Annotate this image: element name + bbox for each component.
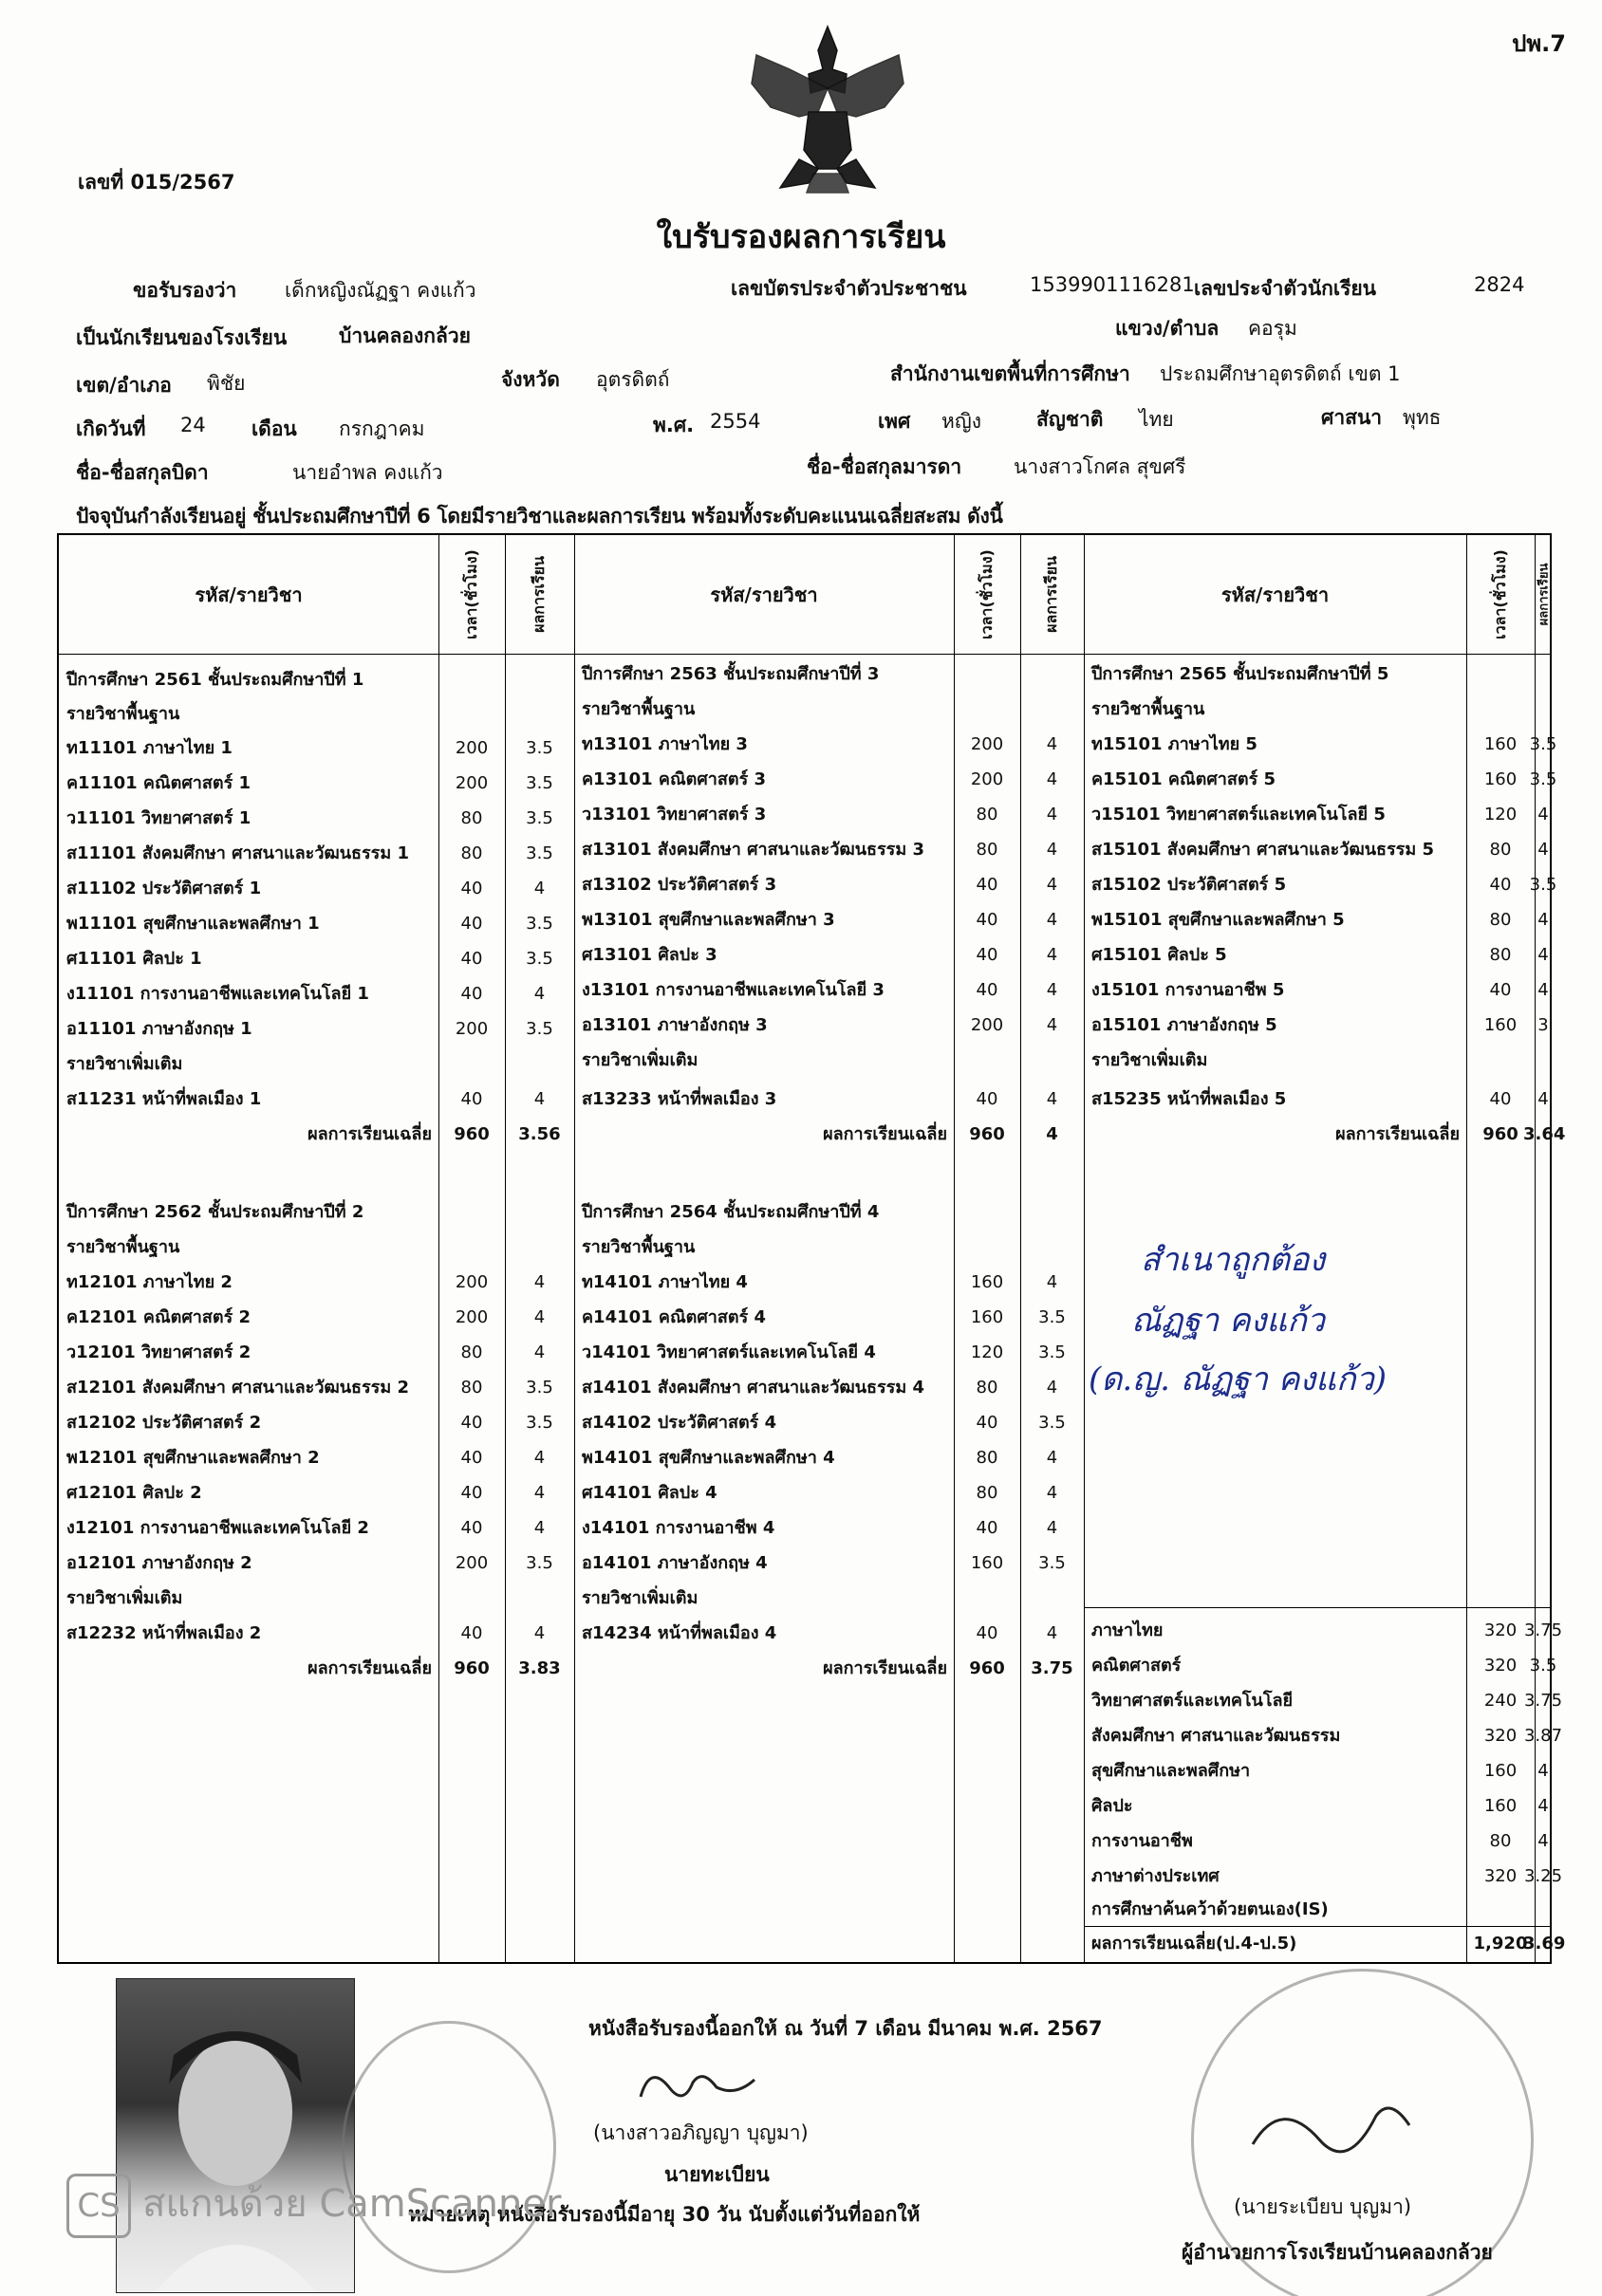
subject-grade: 3.5: [526, 738, 553, 758]
additional-label: รายวิชาเพิ่มเติม: [66, 1054, 183, 1074]
subject-grade: 4: [533, 1518, 546, 1538]
student-id-label: เลขประจำตัวนักเรียน: [1194, 277, 1377, 300]
subject-name: ค14101 คณิตศาสตร์ 4: [582, 1307, 767, 1327]
summary-hours: 160: [1483, 1761, 1518, 1781]
subject-grade: 4: [533, 1307, 546, 1327]
handwritten-signature: ณัฏฐา คงแก้ว: [1131, 1302, 1325, 1340]
subject-name: ว14101 วิทยาศาสตร์และเทคโนโลยี 4: [582, 1342, 876, 1362]
scanner-text: สแกนด้วย CamScanner: [142, 2182, 562, 2226]
issue-date-text: หนังสือรับรองนี้ออกให้ ณ วันที่ 7 เดือน มีนาคม พ.ศ. 2567: [588, 2017, 1103, 2040]
summary-subject-is: การศึกษาค้นคว้าด้วยตนเอง(IS): [1091, 1899, 1329, 1919]
subject-grade: 3.5: [526, 773, 553, 793]
subject-grade: 4: [1537, 945, 1549, 965]
subject-hours: 40: [460, 949, 483, 969]
subject-name: ท15101 ภาษาไทย 5: [1091, 734, 1257, 754]
subject-name: พ13101 สุขศึกษาและพลศึกษา 3: [582, 910, 835, 930]
subject-grade: 3.5: [1529, 769, 1557, 789]
subject-name: อ13101 ภาษาอังกฤษ 3: [582, 1015, 768, 1035]
total-hours: 1,920: [1473, 1934, 1528, 1953]
total-grade: 3.69: [1523, 1934, 1566, 1953]
subject-hours: 120: [970, 1342, 1004, 1362]
core-label: รายวิชาพื้นฐาน: [66, 704, 180, 724]
religion-label: ศาสนา: [1321, 406, 1383, 429]
summary-hours: 320: [1483, 1726, 1518, 1746]
validity-note: หมายเหตุ หนังสือรับรองนี้มีอายุ 30 วัน นับตั้งแต่วันที่ออกให้: [408, 2203, 921, 2226]
birth-day: 24: [180, 414, 206, 436]
director-signature-icon: [1234, 2087, 1424, 2182]
subject-grade: 4: [1537, 980, 1549, 1000]
subject-name: ส11231 หน้าที่พลเมือง 1: [66, 1089, 262, 1109]
scanner-logo-icon: CS: [66, 2174, 131, 2238]
year-2563: ปีการศึกษา 2563 ชั้นประถมศึกษาปีที่ 3: [582, 664, 880, 684]
subject-grade: 3: [1537, 1015, 1549, 1035]
average-label: ผลการเรียนเฉลี่ย: [307, 1124, 432, 1144]
province-label: จังหวัด: [501, 368, 560, 391]
subject-grade: 4: [1537, 1089, 1549, 1109]
header-grade-1: ผลการเรียน: [530, 556, 549, 633]
subject-hours: 80: [976, 805, 998, 824]
header-hours-3: เวลา(ชั่วโมง): [1490, 549, 1509, 639]
subject-grade: 4: [533, 1272, 546, 1292]
subject-grade: 3.5: [1529, 734, 1557, 754]
birth-year: 2554: [710, 410, 761, 433]
average-label: ผลการเรียนเฉลี่ย: [1335, 1124, 1460, 1144]
subject-hours: 80: [976, 840, 998, 860]
subject-hours: 200: [970, 734, 1004, 754]
subject-hours: 40: [460, 984, 483, 1004]
subject-hours: 40: [460, 1089, 483, 1109]
nationality: ไทย: [1139, 408, 1174, 431]
subject-name: พ11101 สุขศึกษาและพลศึกษา 1: [66, 914, 320, 934]
subject-name: ศ14101 ศิลปะ 4: [582, 1483, 717, 1503]
subject-hours: 160: [1483, 734, 1518, 754]
document-number: เลขที่ 015/2567: [78, 171, 235, 194]
subject-hours: 160: [970, 1307, 1004, 1327]
subject-grade: 3.5: [526, 808, 553, 828]
subject-hours: 40: [1489, 1089, 1512, 1109]
average-grade: 3.56: [518, 1124, 561, 1144]
subject-name: ส14102 ประวัติศาสตร์ 4: [582, 1413, 777, 1433]
summary-hours: 240: [1483, 1691, 1518, 1711]
summary-subject: ภาษาต่างประเทศ: [1091, 1866, 1220, 1886]
mother-label: ชื่อ-ชื่อสกุลมารดา: [807, 455, 962, 478]
subject-name: พ14101 สุขศึกษาและพลศึกษา 4: [582, 1448, 835, 1468]
subject-grade: 4: [1046, 910, 1058, 930]
subject-name: ส13233 หน้าที่พลเมือง 3: [582, 1089, 777, 1109]
average-hours: 960: [454, 1658, 490, 1678]
subject-hours: 40: [976, 1518, 998, 1538]
subject-name: ส12102 ประวัติศาสตร์ 2: [66, 1413, 262, 1433]
subject-name: อ15101 ภาษาอังกฤษ 5: [1091, 1015, 1277, 1035]
subject-grade: 4: [533, 1089, 546, 1109]
subject-hours: 160: [970, 1272, 1004, 1292]
subject-name: ว11101 วิทยาศาสตร์ 1: [66, 808, 251, 828]
subject-grade: 3.5: [1038, 1553, 1066, 1573]
student-photo-icon: [117, 1979, 354, 2292]
subject-grade: 4: [1046, 1448, 1058, 1468]
subject-hours: 80: [1489, 945, 1512, 965]
birth-year-label: พ.ศ.: [653, 414, 695, 436]
subject-name: ง15101 การงานอาชีพ 5: [1091, 980, 1285, 1000]
subject-grade: 4: [533, 1623, 546, 1643]
subject-name: ส13102 ประวัติศาสตร์ 3: [582, 875, 777, 895]
subject-grade: 3.5: [526, 1553, 553, 1573]
subject-name: ท13101 ภาษาไทย 3: [582, 734, 748, 754]
subject-grade: 4: [1046, 1089, 1058, 1109]
summary-hours: 320: [1483, 1866, 1518, 1886]
subject-hours: 40: [976, 945, 998, 965]
subject-hours: 160: [1483, 769, 1518, 789]
subject-hours: 40: [460, 1413, 483, 1433]
subject-grade: 4: [1046, 1518, 1058, 1538]
subject-hours: 200: [455, 773, 489, 793]
summary-subject: สุขศึกษาและพลศึกษา: [1091, 1761, 1251, 1781]
subject-hours: 40: [460, 879, 483, 898]
year-2561: ปีการศึกษา 2561 ชั้นประถมศึกษาปีที่ 1: [66, 670, 364, 690]
grades-table: [57, 533, 1566, 1964]
subject-name: ว13101 วิทยาศาสตร์ 3: [582, 805, 767, 824]
subject-hours: 120: [1483, 805, 1518, 824]
summary-hours: 160: [1483, 1796, 1518, 1816]
subject-hours: 200: [455, 1307, 489, 1327]
certify-label: ขอรับรองว่า: [133, 279, 237, 302]
year-2564: ปีการศึกษา 2564 ชั้นประถมศึกษาปีที่ 4: [582, 1202, 880, 1222]
subject-grade: 4: [1046, 1623, 1058, 1643]
average-grade: 3.64: [1523, 1124, 1566, 1144]
subject-grade: 3.5: [526, 949, 553, 969]
district: พิชัย: [207, 372, 246, 395]
subject-name: ศ15101 ศิลปะ 5: [1091, 945, 1227, 965]
subject-hours: 80: [1489, 910, 1512, 930]
average-hours: 960: [969, 1124, 1005, 1144]
summary-subject: สังคมศึกษา ศาสนาและวัฒนธรรม: [1091, 1726, 1341, 1746]
subject-grade: 4: [1537, 840, 1549, 860]
subject-hours: 80: [1489, 840, 1512, 860]
subject-hours: 40: [976, 980, 998, 1000]
student-photo: [116, 1978, 355, 2293]
subject-name: ว12101 วิทยาศาสตร์ 2: [66, 1342, 251, 1362]
core-label: รายวิชาพื้นฐาน: [582, 1237, 696, 1257]
subject-hours: 40: [976, 1089, 998, 1109]
subject-grade: 3.5: [526, 843, 553, 863]
subject-hours: 40: [460, 1518, 483, 1538]
subject-grade: 4: [1046, 840, 1058, 860]
summary-subject: คณิตศาสตร์: [1091, 1656, 1182, 1676]
subject-name: ค13101 คณิตศาสตร์ 3: [582, 769, 767, 789]
core-label: รายวิชาพื้นฐาน: [582, 699, 696, 719]
summary-grade: 4: [1537, 1831, 1549, 1851]
subject-name: พ15101 สุขศึกษาและพลศึกษา 5: [1091, 910, 1345, 930]
subject-hours: 80: [460, 843, 483, 863]
subdistrict: คอรุม: [1248, 317, 1297, 340]
average-label: ผลการเรียนเฉลี่ย: [823, 1124, 947, 1144]
director-name: (นายระเบียบ บุญมา): [1234, 2195, 1412, 2218]
subject-hours: 80: [460, 1342, 483, 1362]
subject-grade: 4: [1046, 1015, 1058, 1035]
additional-label: รายวิชาเพิ่มเติม: [1091, 1050, 1208, 1070]
subject-hours: 40: [1489, 980, 1512, 1000]
summary-subject: การงานอาชีพ: [1091, 1831, 1193, 1851]
subject-name: ง13101 การงานอาชีพและเทคโนโลยี 3: [582, 980, 885, 1000]
father-name: นายอำพล คงแก้ว: [292, 461, 443, 484]
subject-name: ศ11101 ศิลปะ 1: [66, 949, 202, 969]
subject-name: อ11101 ภาษาอังกฤษ 1: [66, 1019, 252, 1039]
subject-name: ศ13101 ศิลปะ 3: [582, 945, 717, 965]
subject-grade: 4: [1537, 805, 1549, 824]
subject-grade: 4: [1537, 910, 1549, 930]
subject-name: ส11102 ประวัติศาสตร์ 1: [66, 879, 262, 898]
subdistrict-label: แขวง/ตำบล: [1115, 317, 1220, 340]
current-status-line: ปัจจุบันกำลังเรียนอยู่ ชั้นประถมศึกษาปีที่ 6 โดยมีรายวิชาและผลการเรียน พร้อมทั้งระดับคะแนนเฉลี่ยสะสม ดังนี้: [76, 505, 1003, 528]
subject-hours: 200: [455, 1553, 489, 1573]
summary-grade: 3.87: [1523, 1726, 1563, 1746]
subject-hours: 80: [460, 808, 483, 828]
subject-grade: 4: [1046, 945, 1058, 965]
garuda-emblem-icon: [742, 17, 913, 197]
subject-hours: 80: [976, 1448, 998, 1468]
subject-name: ส11101 สังคมศึกษา ศาสนาและวัฒนธรรม 1: [66, 843, 410, 863]
registrar-name: (นางสาวอภิญญา บุญมา): [593, 2121, 809, 2144]
edu-office: ประถมศึกษาอุตรดิตถ์ เขต 1: [1160, 362, 1401, 385]
subject-name: ส14234 หน้าที่พลเมือง 4: [582, 1623, 777, 1643]
subject-grade: 3.5: [1038, 1307, 1066, 1327]
average-hours: 960: [454, 1124, 490, 1144]
subject-hours: 40: [460, 1623, 483, 1643]
id-card-number: 1539901116281: [1030, 273, 1195, 296]
header-hours-1: เวลา(ชั่วโมง): [461, 549, 480, 639]
birth-day-label: เกิดวันที่: [76, 417, 146, 440]
subject-name: อ14101 ภาษาอังกฤษ 4: [582, 1553, 768, 1573]
edu-office-label: สำนักงานเขตพื้นที่การศึกษา: [890, 362, 1130, 385]
average-hours: 960: [1482, 1124, 1518, 1144]
summary-hours: 80: [1489, 1831, 1512, 1851]
subject-grade: 3.5: [526, 1378, 553, 1398]
handwritten-name: (ด.ญ. ณัฏฐา คงแก้ว): [1089, 1361, 1387, 1398]
id-card-label: เลขบัตรประจำตัวประชาชน: [731, 277, 967, 300]
subject-name: ว15101 วิทยาศาสตร์และเทคโนโลยี 5: [1091, 805, 1386, 824]
subject-name: ค12101 คณิตศาสตร์ 2: [66, 1307, 251, 1327]
subject-hours: 80: [976, 1378, 998, 1398]
subject-name: ท11101 ภาษาไทย 1: [66, 738, 233, 758]
subject-hours: 160: [970, 1553, 1004, 1573]
subject-name: ง14101 การงานอาชีพ 4: [582, 1518, 775, 1538]
year-2562: ปีการศึกษา 2562 ชั้นประถมศึกษาปีที่ 2: [66, 1202, 364, 1222]
subject-name: พ12101 สุขศึกษาและพลศึกษา 2: [66, 1448, 320, 1468]
subject-grade: 3.5: [1529, 875, 1557, 895]
document-title: ใบรับรองผลการเรียน: [656, 218, 946, 256]
subject-name: ค11101 คณิตศาสตร์ 1: [66, 773, 251, 793]
gender: หญิง: [941, 410, 981, 433]
core-label: รายวิชาพื้นฐาน: [1091, 699, 1205, 719]
subject-name: ส12101 สังคมศึกษา ศาสนาและวัฒนธรรม 2: [66, 1378, 410, 1398]
average-grade: 4: [1046, 1124, 1058, 1144]
handwritten-certified: สำเนาถูกต้อง: [1141, 1241, 1326, 1279]
subject-name: ส12232 หน้าที่พลเมือง 2: [66, 1623, 262, 1643]
registrar-signature-icon: [631, 2059, 764, 2111]
student-id: 2824: [1474, 273, 1525, 296]
subject-grade: 4: [533, 1342, 546, 1362]
school-label: เป็นนักเรียนของโรงเรียน: [76, 326, 288, 349]
subject-hours: 40: [976, 1413, 998, 1433]
birth-month: กรกฎาคม: [339, 417, 425, 440]
header-grade-2: ผลการเรียน: [1042, 556, 1061, 633]
subject-grade: 4: [1046, 875, 1058, 895]
student-name: เด็กหญิงณัฏฐา คงแก้ว: [285, 279, 476, 302]
form-code: ปพ.7: [1512, 30, 1566, 57]
subject-grade: 3.5: [526, 914, 553, 934]
core-label: รายวิชาพื้นฐาน: [66, 1237, 180, 1257]
birth-month-label: เดือน: [251, 417, 297, 440]
subject-name: ส15101 สังคมศึกษา ศาสนาและวัฒนธรรม 5: [1091, 840, 1435, 860]
subject-grade: 4: [533, 984, 546, 1004]
subject-hours: 200: [970, 1015, 1004, 1035]
gender-label: เพศ: [878, 410, 911, 433]
average-hours: 960: [969, 1658, 1005, 1678]
additional-label: รายวิชาเพิ่มเติม: [582, 1588, 699, 1608]
header-grade-3: ผลการเรียน: [1537, 563, 1552, 626]
subject-hours: 40: [460, 914, 483, 934]
additional-label: รายวิชาเพิ่มเติม: [66, 1588, 183, 1608]
subject-grade: 4: [1046, 980, 1058, 1000]
director-title: ผู้อำนวยการโรงเรียนบ้านคลองกล้วย: [1182, 2241, 1493, 2264]
subject-grade: 4: [1046, 805, 1058, 824]
subject-grade: 3.5: [526, 1413, 553, 1433]
average-label: ผลการเรียนเฉลี่ย: [823, 1658, 947, 1678]
summary-grade: 4: [1537, 1796, 1549, 1816]
subject-hours: 80: [976, 1483, 998, 1503]
summary-grade: 3.75: [1523, 1620, 1563, 1640]
subject-name: ส14101 สังคมศึกษา ศาสนาและวัฒนธรรม 4: [582, 1378, 925, 1398]
subject-name: ท12101 ภาษาไทย 2: [66, 1272, 233, 1292]
header-hours-2: เวลา(ชั่วโมง): [977, 549, 996, 639]
subject-hours: 40: [1489, 875, 1512, 895]
summary-hours: 320: [1483, 1656, 1518, 1676]
summary-grade: 4: [1537, 1761, 1549, 1781]
subject-hours: 40: [460, 1483, 483, 1503]
header-subject-3: รหัส/รายวิชา: [1220, 583, 1330, 606]
religion: พุทธ: [1403, 406, 1442, 429]
subject-grade: 4: [1046, 734, 1058, 754]
year-2565: ปีการศึกษา 2565 ชั้นประถมศึกษาปีที่ 5: [1091, 664, 1389, 684]
subject-name: ส15235 หน้าที่พลเมือง 5: [1091, 1089, 1287, 1109]
subject-name: ง11101 การงานอาชีพและเทคโนโลยี 1: [66, 984, 369, 1004]
subject-name: อ12101 ภาษาอังกฤษ 2: [66, 1553, 252, 1573]
subject-name: ง12101 การงานอาชีพและเทคโนโลยี 2: [66, 1518, 369, 1538]
subject-grade: 4: [1046, 1483, 1058, 1503]
subject-hours: 40: [976, 910, 998, 930]
district-label: เขต/อำเภอ: [76, 374, 172, 397]
subject-grade: 4: [533, 1448, 546, 1468]
subject-name: ส15102 ประวัติศาสตร์ 5: [1091, 875, 1287, 895]
subject-grade: 4: [1046, 1272, 1058, 1292]
subject-grade: 4: [533, 879, 546, 898]
registrar-title: นายทะเบียน: [664, 2163, 770, 2186]
subject-name: ค15101 คณิตศาสตร์ 5: [1091, 769, 1276, 789]
subject-hours: 200: [455, 1019, 489, 1039]
summary-subject: วิทยาศาสตร์และเทคโนโลยี: [1091, 1691, 1294, 1711]
subject-hours: 40: [976, 1623, 998, 1643]
subject-grade: 3.5: [1038, 1413, 1066, 1433]
subject-grade: 3.5: [1038, 1342, 1066, 1362]
nationality-label: สัญชาติ: [1036, 408, 1104, 431]
subject-grade: 4: [533, 1483, 546, 1503]
header-subject-1: รหัส/รายวิชา: [195, 583, 303, 606]
summary-hours: 320: [1483, 1620, 1518, 1640]
summary-grade: 3.75: [1523, 1691, 1563, 1711]
average-label: ผลการเรียนเฉลี่ย: [307, 1658, 432, 1678]
subject-grade: 3.5: [526, 1019, 553, 1039]
summary-subject: ภาษาไทย: [1091, 1620, 1164, 1640]
province: อุตรดิตถ์: [596, 368, 670, 391]
subject-hours: 200: [970, 769, 1004, 789]
summary-grade: 3.25: [1523, 1866, 1563, 1886]
subject-grade: 4: [1046, 1378, 1058, 1398]
subject-hours: 40: [976, 875, 998, 895]
subject-grade: 4: [1046, 769, 1058, 789]
average-grade: 3.83: [518, 1658, 561, 1678]
subject-name: ส13101 สังคมศึกษา ศาสนาและวัฒนธรรม 3: [582, 840, 925, 860]
scanner-watermark: [66, 2173, 561, 2238]
subject-hours: 200: [455, 738, 489, 758]
subject-hours: 80: [460, 1378, 483, 1398]
father-label: ชื่อ-ชื่อสกุลบิดา: [76, 461, 209, 484]
subject-name: ศ12101 ศิลปะ 2: [66, 1483, 202, 1503]
summary-subject: ศิลปะ: [1091, 1796, 1133, 1816]
school-name: บ้านคลองกล้วย: [339, 324, 471, 347]
subject-hours: 200: [455, 1272, 489, 1292]
additional-label: รายวิชาเพิ่มเติม: [582, 1050, 699, 1070]
mother-name: นางสาวโกศล สุขศรี: [1014, 455, 1186, 478]
subject-hours: 40: [460, 1448, 483, 1468]
header-subject-2: รหัส/รายวิชา: [710, 583, 818, 606]
total-average-label: ผลการเรียนเฉลี่ย(ป.4-ป.5): [1091, 1934, 1297, 1953]
summary-grade: 3.5: [1529, 1656, 1557, 1676]
subject-hours: 160: [1483, 1015, 1518, 1035]
average-grade: 3.75: [1031, 1658, 1073, 1678]
subject-name: ท14101 ภาษาไทย 4: [582, 1272, 748, 1292]
